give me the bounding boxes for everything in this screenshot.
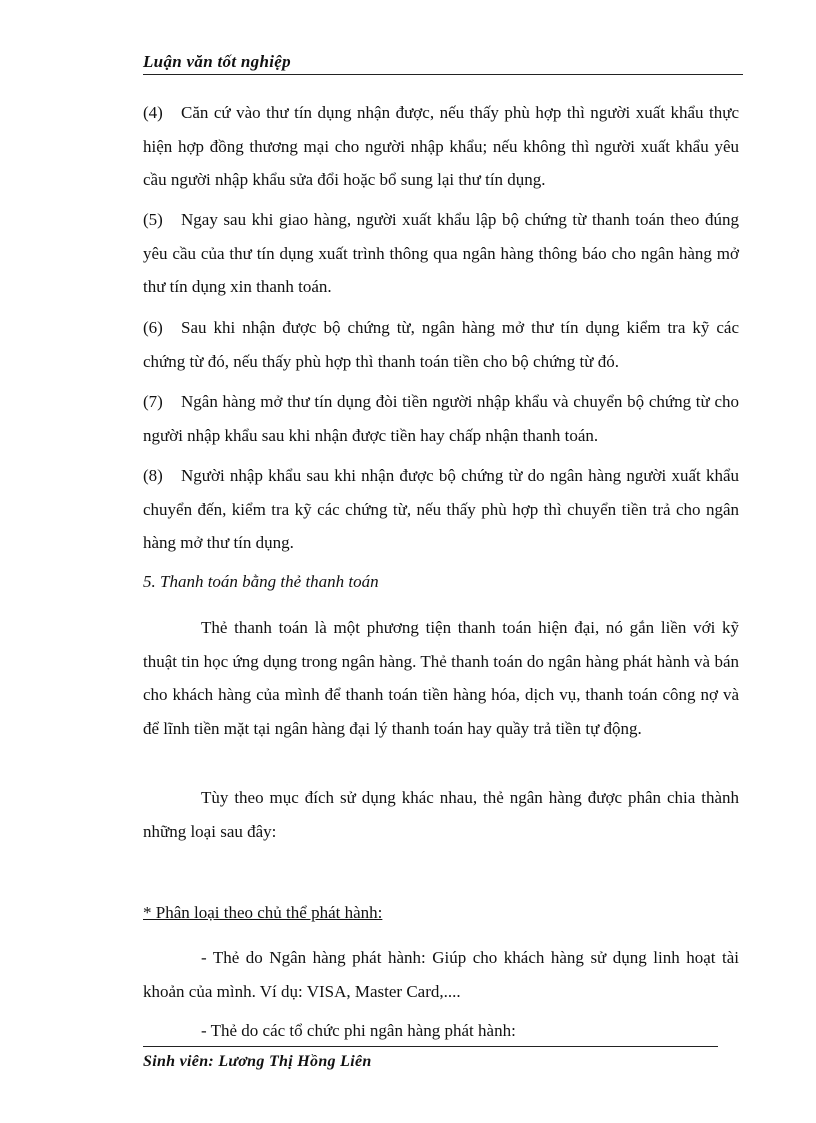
step-text: Sau khi nhận được bộ chứng từ, ngân hàng mở thư tín dụng kiểm tra kỹ các chứng từ đó, nếu thấy phù hợp thì thanh toán tiền cho bộ chứng từ đó. (143, 318, 739, 371)
footer-rule (143, 1046, 718, 1047)
footer-author: Sinh viên: Lương Thị Hồng Liên (143, 1053, 372, 1070)
section-heading: 5. Thanh toán bằng thẻ thanh toán (143, 572, 379, 591)
step-number: (5) (143, 210, 163, 229)
section-paragraph-2: Tùy theo mục đích sử dụng khác nhau, thẻ ngân hàng được phân chia thành những loại sau đây: (143, 788, 739, 841)
classification-item-2: - Thẻ do các tổ chức phi ngân hàng phát hành: (201, 1021, 516, 1040)
step-number: (8) (143, 466, 163, 485)
step-text: Ngân hàng mở thư tín dụng đòi tiền người nhập khẩu và chuyển bộ chứng từ cho người nhập khẩu sau khi nhận được tiền hay chấp nhận thanh toán. (143, 392, 739, 445)
step-number: (7) (143, 392, 163, 411)
step-7 (143, 385, 739, 452)
step-5 (143, 203, 739, 304)
step-number: (6) (143, 318, 163, 337)
classification-item-1: - Thẻ do Ngân hàng phát hành: Giúp cho khách hàng sử dụng linh hoạt tài khoản của mình. Ví dụ: VISA, Master Card,.... (143, 948, 739, 1001)
header-rule (143, 74, 743, 75)
step-text: Căn cứ vào thư tín dụng nhận được, nếu thấy phù hợp thì người xuất khẩu thực hiện hợp đồng thương mại cho người nhập khẩu; nếu không thì người xuất khẩu yêu cầu người nhập khẩu sửa đổi hoặc bổ sung lại thư tín dụng. (143, 103, 739, 189)
classification-heading: * Phân loại theo chủ thể phát hành: (143, 903, 383, 922)
step-text: Ngay sau khi giao hàng, người xuất khẩu lập bộ chứng từ thanh toán theo đúng yêu cầu của thư tín dụng xuất trình thông qua ngân hàng thông báo cho ngân hàng mở thư tín dụng xin thanh toán. (143, 210, 739, 296)
step-6 (143, 311, 739, 378)
step-number: (4) (143, 103, 163, 122)
page-header-title: Luận văn tốt nghiệp (143, 52, 291, 71)
section-paragraph-1: Thẻ thanh toán là một phương tiện thanh toán hiện đại, nó gắn liền với kỹ thuật tin học ứng dụng trong ngân hàng. Thẻ thanh toán do ngân hàng phát hành và bán cho khách hàng của mình để thanh toán tiền hàng hóa, dịch vụ, thanh toán công nợ và để lĩnh tiền mặt tại ngân hàng đại lý thanh toán hay quầy trả tiền tự động. (143, 618, 739, 738)
step-text: Người nhập khẩu sau khi nhận được bộ chứng từ do ngân hàng người xuất khẩu chuyển đến, kiểm tra kỹ các chứng từ, nếu thấy phù hợp thì chuyển tiền trả cho ngân hàng mở thư tín dụng. (143, 466, 739, 552)
step-4 (143, 96, 739, 197)
step-8 (143, 459, 739, 560)
